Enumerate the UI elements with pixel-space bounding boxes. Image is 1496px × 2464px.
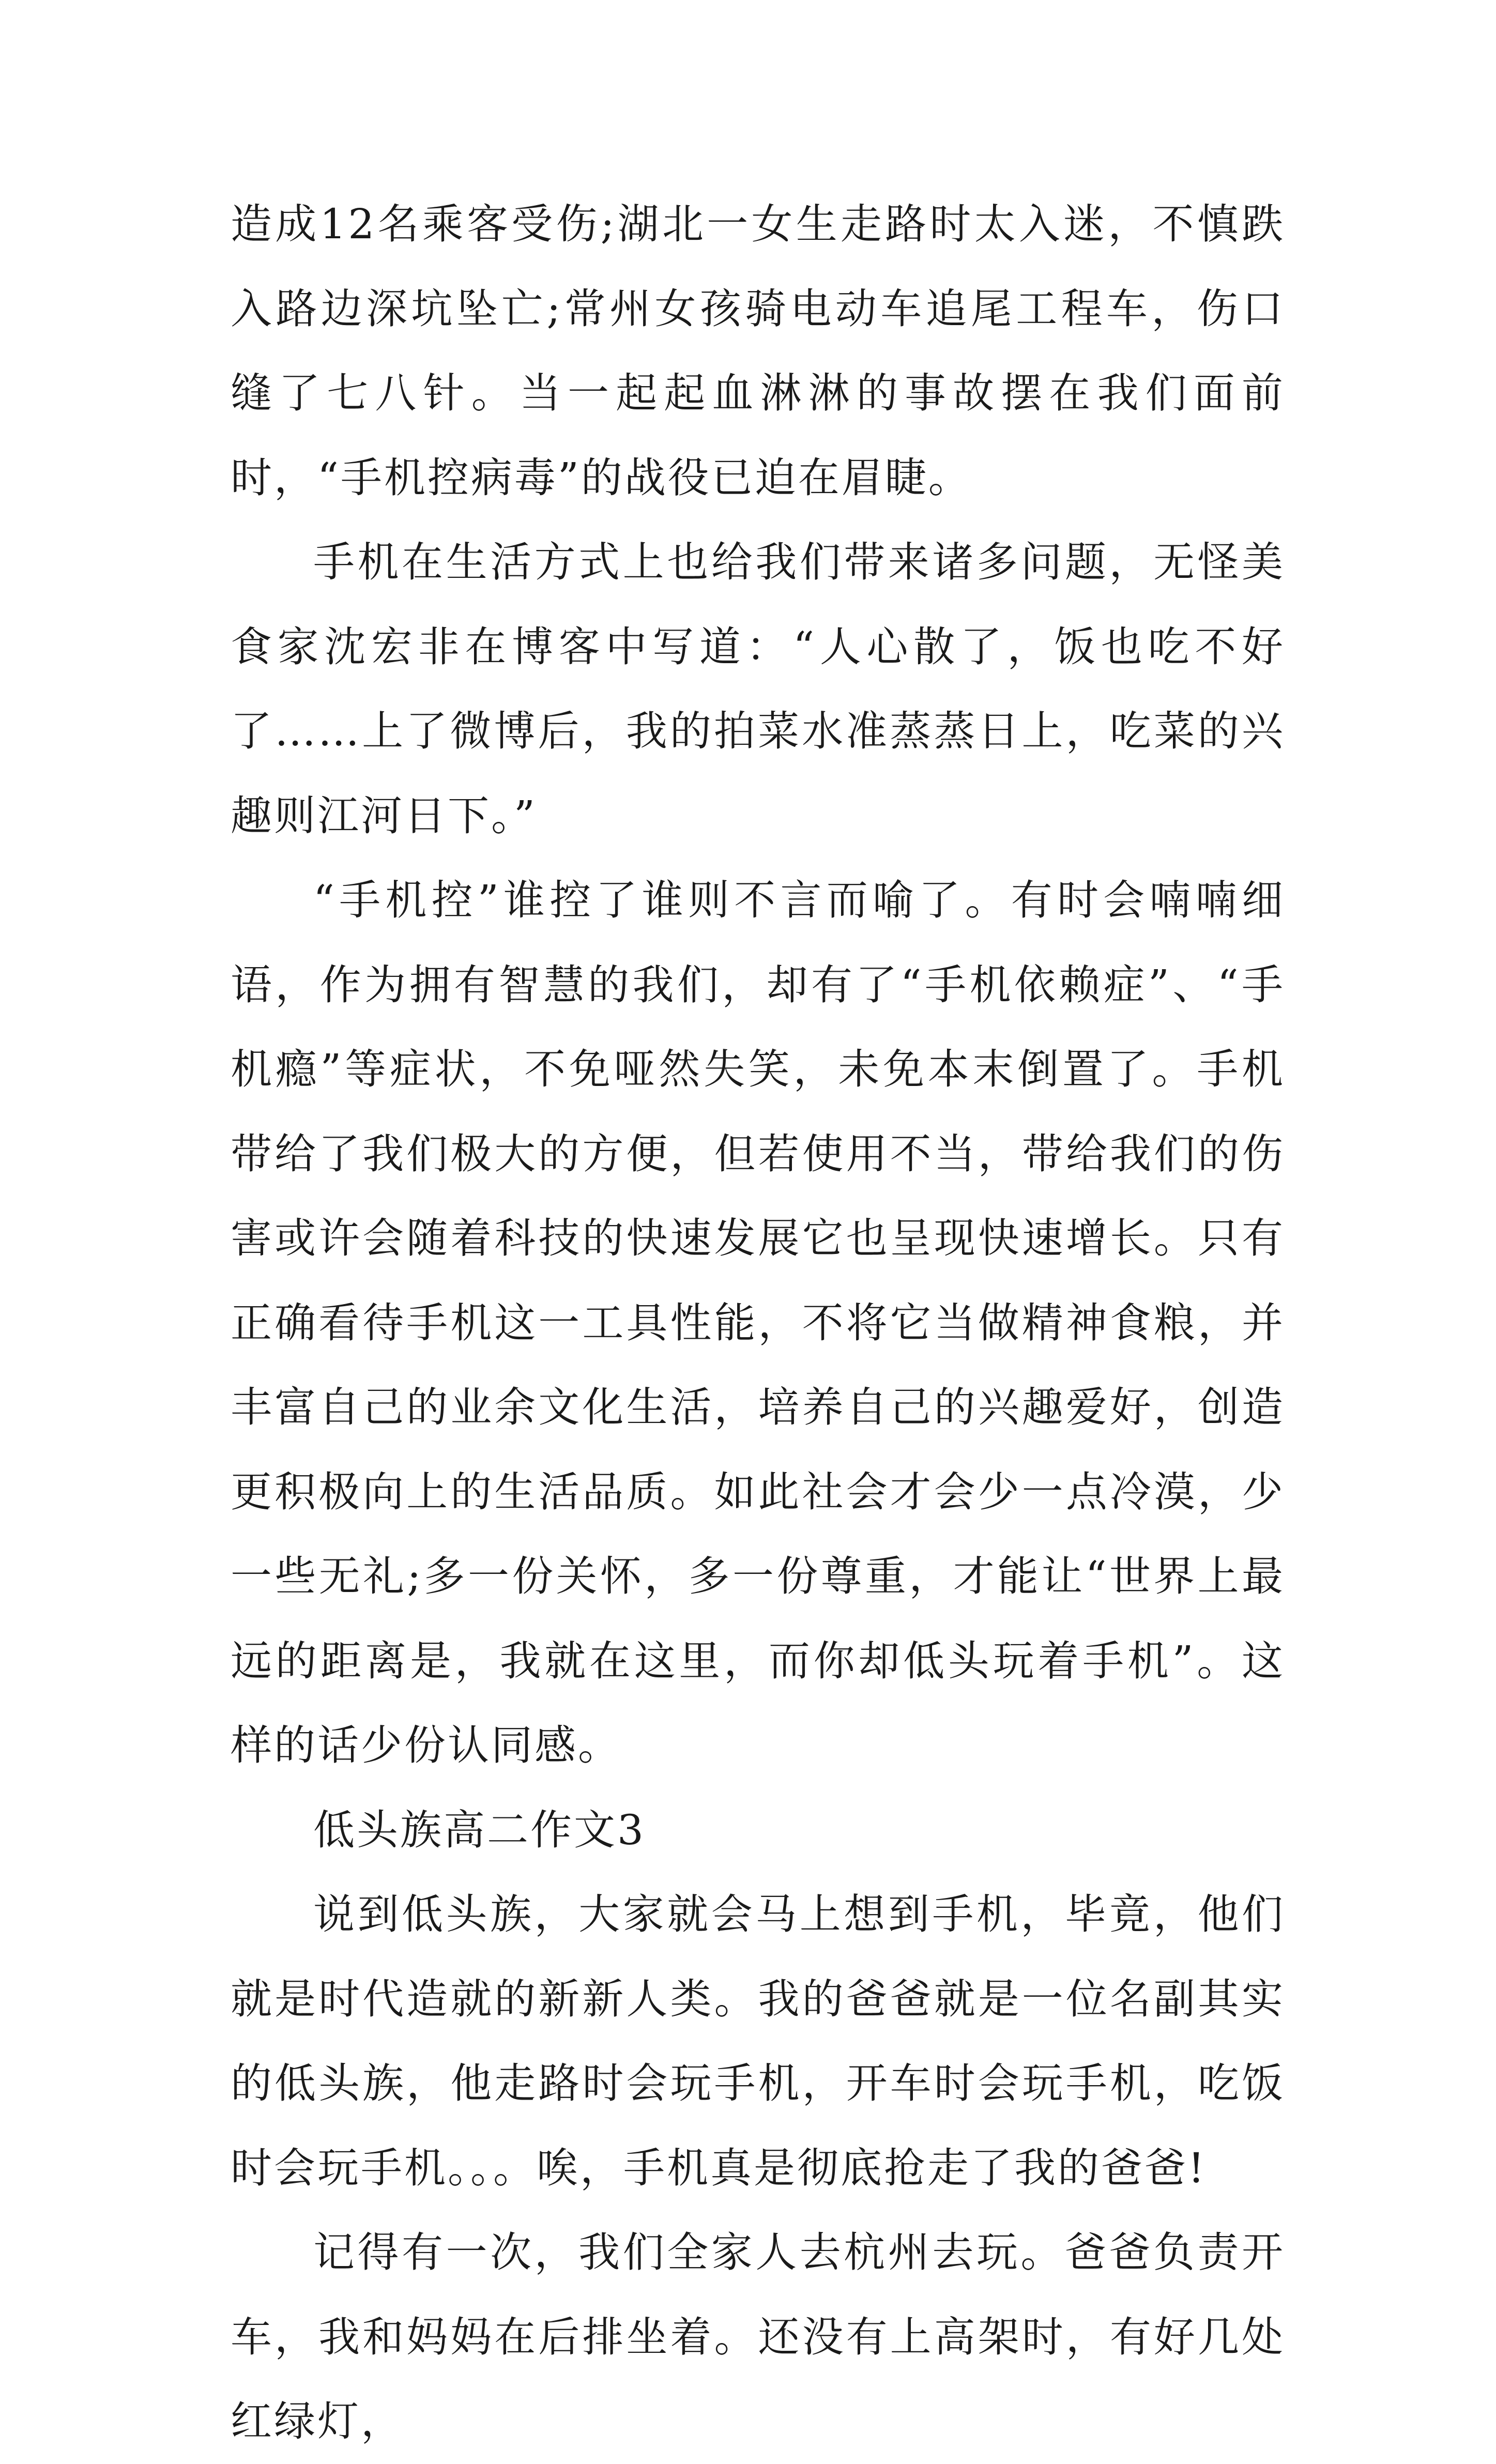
document-body bbox=[231, 182, 1285, 2464]
paragraph-4: 说到低头族，大家就会马上想到手机，毕竟，他们就是时代造就的新新人类。我的爸爸就是一位名副其实的低头族，他走路时会玩手机，开车时会玩手机，吃饭时会玩手机。。。唉，手机真是彻底抢走了我的爸爸! bbox=[231, 1890, 1285, 2192]
paragraph-3: “手机控”谁控了谁则不言而喻了。有时会喃喃细语，作为拥有智慧的我们，却有了“手机依赖症”、“手机瘾”等症状，不免哑然失笑，未免本末倒置了。手机带给了我们极大的方便，但若使用不当，带给我们的伤害或许会随着科技的快速发展它也呈现快速增长。只有正确看待手机这一工具性能，不将它当做精神食粮，并丰富自己的业余文化生活，培养自己的兴趣爱好，创造更积极向上的生活品质。如此社会才会少一点冷漠，少一些无礼;多一份关怀，多一份尊重，才能让“世界上最远的距离是，我就在这里，而你却低头玩着手机”。这样的话少份认同感。 bbox=[231, 876, 1285, 1769]
paragraph-2: 手机在生活方式上也给我们带来诸多问题，无怪美食家沈宏非在博客中写道：“人心散了，饭也吃不好了……上了微博后，我的拍菜水准蒸蒸日上，吃菜的兴趣则江河日下。” bbox=[231, 538, 1285, 840]
section-heading: 低头族高二作文3 bbox=[313, 1805, 646, 1854]
paragraph-5: 记得有一次，我们全家人去杭州去玩。爸爸负责开车，我和妈妈在后排坐着。还没有上高架时，有好几处红绿灯， bbox=[231, 2228, 1285, 2445]
paragraph-1: 造成12名乘客受伤;湖北一女生走路时太入迷，不慎跌入路边深坑坠亡;常州女孩骑电动车追尾工程车，伤口缝了七八针。当一起起血淋淋的事故摆在我们面前时，“手机控病毒”的战役已迫在眉睫。 bbox=[231, 200, 1285, 502]
